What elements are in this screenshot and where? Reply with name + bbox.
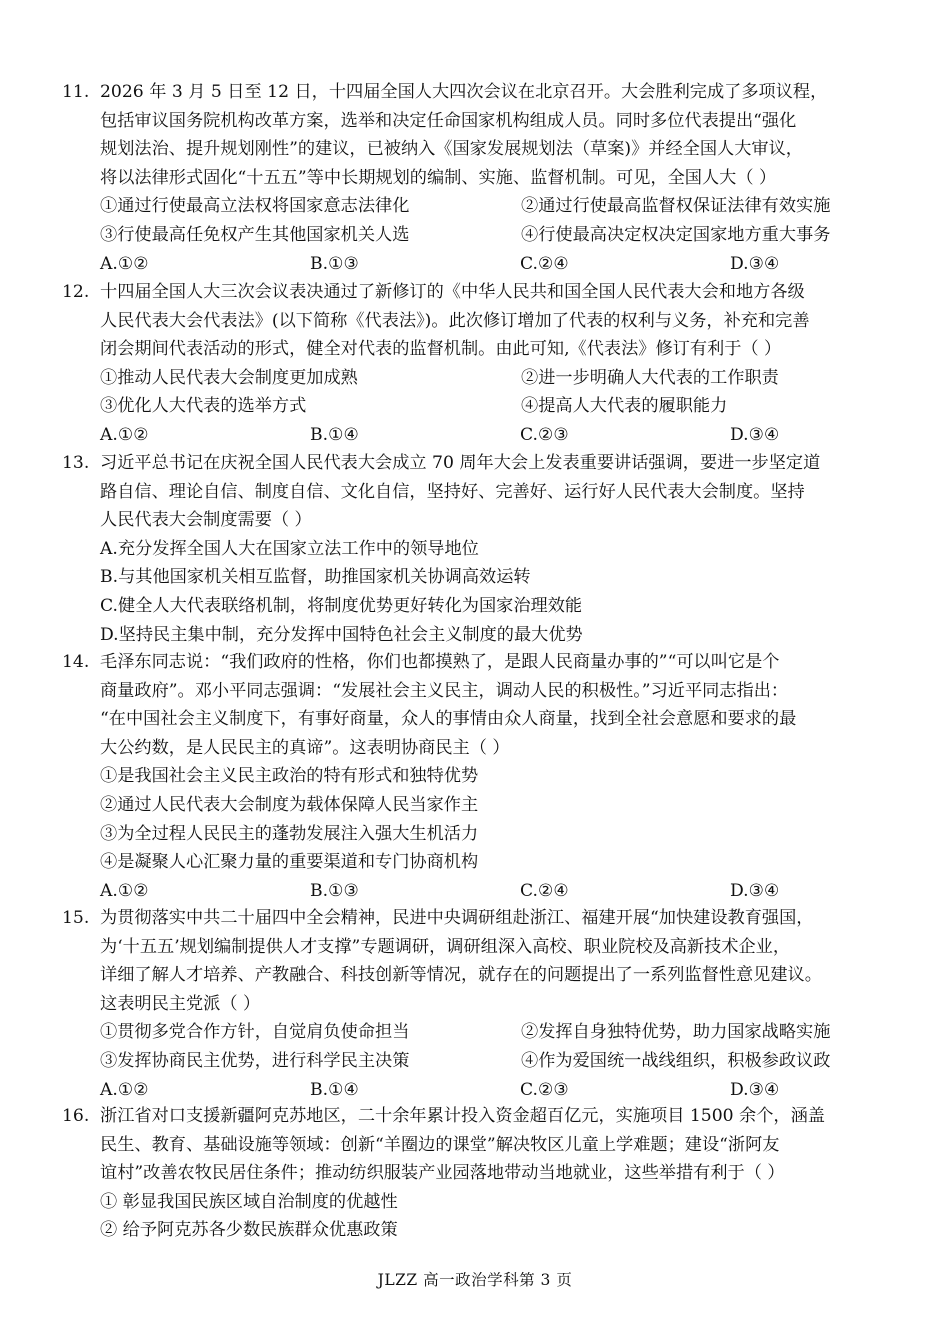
stem-line: 浙江省对口支援新疆阿克苏地区，二十余年累计投入资金超百亿元，实施项目 1500 余个，涵盖: [100, 1106, 825, 1126]
answer-a: A.①②: [100, 253, 149, 274]
question-13: [62, 449, 892, 649]
option-d: D.坚持民主集中制，充分发挥中国特色社会主义制度的最大优势: [100, 624, 583, 645]
option-2: ②进一步明确人大代表的工作职责: [521, 367, 779, 388]
option-4: ④是凝聚人心汇聚力量的重要渠道和专门协商机构: [100, 852, 479, 873]
option-a: A.充分发挥全国人大在国家立法工作中的领导地位: [100, 538, 479, 559]
answer-c: C.②④: [520, 880, 569, 901]
option-1: ①是我国社会主义民主政治的特有形式和独特优势: [100, 766, 479, 787]
options-row: [100, 364, 892, 393]
stem-line: 为贯彻落实中共二十届四中全会精神，民进中央调研组赴浙江、福建开展“加快建设教育强国，: [100, 908, 814, 928]
options-row: [100, 221, 892, 250]
answer-d: D.③④: [730, 880, 780, 901]
answers-row: [100, 1076, 892, 1105]
stem-line: 毛泽东同志说：“我们政府的性格，你们也都摸熟了，是跟人民商量办事的”“可以叫它是个: [100, 652, 780, 672]
stem-line: 人民代表大会制度需要（ ）: [100, 510, 312, 531]
option-1: ① 彰显我国民族区域自治制度的优越性: [100, 1191, 398, 1212]
question-11: [62, 78, 892, 278]
stem-line: 包括审议国务院机构改革方案，选举和决定任命国家机构组成人员。同时多位代表提出“强化: [100, 110, 797, 131]
stem-line: 习近平总书记在庆祝全国人民代表大会成立 70 周年大会上发表重要讲话强调，要进一步坚定道: [100, 453, 821, 473]
option-3: ③为全过程人民民主的蓬勃发展注入强大生机活力: [100, 823, 479, 844]
stem-line: 民生、教育、基础设施等领域：创新“羊圈边的课堂”解决牧区儿童上学难题；建设“浙阿友: [100, 1134, 780, 1155]
question-16: [62, 1102, 892, 1245]
option-4: ④作为爱国统一战线组织，积极参政议政: [521, 1050, 831, 1071]
stem-line: 这表明民主党派（ ）: [100, 993, 261, 1014]
stem-line: 商量政府”。邓小平同志强调：“发展社会主义民主，调动人民的积极性。”习近平同志指出：: [100, 680, 789, 701]
option-2: ②通过人民代表大会制度为载体保障人民当家作主: [100, 794, 479, 815]
stem-line: 路自信、理论自信、制度自信、文化自信，坚持好、完善好、运行好人民代表大会制度。坚持: [100, 481, 805, 502]
option-3: ③发挥协商民主优势，进行科学民主决策: [100, 1050, 410, 1071]
answer-b: B.①④: [310, 424, 359, 445]
option-1: ①推动人民代表大会制度更加成熟: [100, 367, 358, 388]
answer-a: A.①②: [100, 880, 149, 901]
stem-line: 闭会期间代表活动的形式，健全对代表的监督机制。由此可知,《代表法》修订有利于（ ）: [100, 339, 782, 360]
question-number: 14.: [62, 652, 90, 672]
option-2: ②通过行使最高监督权保证法律有效实施: [521, 196, 831, 217]
page-footer: JLZZ 高一政治学科第 3 页: [377, 1271, 573, 1289]
option-3: ③行使最高任免权产生其他国家机关人选: [100, 224, 410, 245]
answer-d: D.③④: [730, 1079, 780, 1100]
stem-line: 规划法治、提升规划刚性”的建议，已被纳入《国家发展规划法（草案)》并经全国人大审议，: [100, 139, 803, 160]
question-number: 15.: [62, 908, 90, 928]
stem-line: 为‘十五五’规划编制提供人才支撑”专题调研，调研组深入高校、职业院校及高新技术企业，: [100, 936, 791, 957]
answer-d: D.③④: [730, 424, 780, 445]
stem-line: 大公约数，是人民民主的真谛”。这表明协商民主（ ）: [100, 737, 510, 758]
stem-line: 人民代表大会代表法》(以下简称《代表法》)。此次修订增加了代表的权利与义务，补充和完善: [100, 310, 810, 331]
stem-line: 十四届全国人大三次会议表决通过了新修订的《中华人民共和国全国人民代表大会和地方各级: [100, 282, 805, 302]
question-number: 12.: [62, 282, 90, 302]
stem-line: 详细了解人才培养、产教融合、科技创新等情况，就存在的问题提出了一系列监督性意见建议。: [100, 965, 822, 986]
option-1: ①贯彻多党合作方针，自觉肩负使命担当: [100, 1022, 410, 1043]
question-15: [62, 904, 892, 1104]
answers-row: [100, 421, 892, 450]
option-2: ② 给予阿克苏各少数民族群众优惠政策: [100, 1220, 398, 1241]
answer-b: B.①③: [310, 880, 359, 901]
options-row: [100, 1018, 892, 1047]
answers-row: [100, 250, 892, 279]
answer-c: C.②④: [520, 253, 569, 274]
answer-a: A.①②: [100, 424, 149, 445]
stem-line: 2026 年 3 月 5 日至 12 日，十四届全国人大四次会议在北京召开。大会胜利完成了多项议程，: [100, 82, 828, 102]
options-row: [100, 392, 892, 421]
option-2: ②发挥自身独特优势，助力国家战略实施: [521, 1022, 831, 1043]
options-row: [100, 192, 892, 221]
option-c: C.健全人大代表联络机制，将制度优势更好转化为国家治理效能: [100, 595, 583, 616]
answer-d: D.③④: [730, 253, 780, 274]
option-4: ④提高人大代表的履职能力: [521, 396, 728, 417]
option-b: B.与其他国家机关相互监督，助推国家机关协调高效运转: [100, 567, 531, 588]
answer-b: B.①③: [310, 253, 359, 274]
stem-line: 将以法律形式固化“十五五”等中长期规划的编制、实施、监督机制。可见，全国人大（ ）: [100, 167, 777, 188]
option-4: ④行使最高决定权决定国家地方重大事务: [521, 224, 831, 245]
stem-line: “在中国社会主义制度下，有事好商量，众人的事情由众人商量，找到全社会意愿和要求的最: [100, 709, 797, 730]
options-row: [100, 1047, 892, 1076]
answer-c: C.②③: [520, 424, 569, 445]
option-1: ①通过行使最高立法权将国家意志法律化: [100, 196, 410, 217]
question-number: 16.: [62, 1106, 90, 1126]
stem-line: 谊村”改善农牧民居住条件；推动纺织服装产业园落地带动当地就业，这些举措有利于（ ）: [100, 1163, 785, 1184]
answer-a: A.①②: [100, 1079, 149, 1100]
question-12: [62, 278, 892, 450]
answer-b: B.①④: [310, 1079, 359, 1100]
answer-c: C.②③: [520, 1079, 569, 1100]
question-number: 11.: [62, 82, 90, 102]
option-3: ③优化人大代表的选举方式: [100, 396, 307, 417]
question-number: 13.: [62, 453, 90, 473]
answers-row: [100, 877, 892, 906]
question-14: [62, 648, 892, 905]
